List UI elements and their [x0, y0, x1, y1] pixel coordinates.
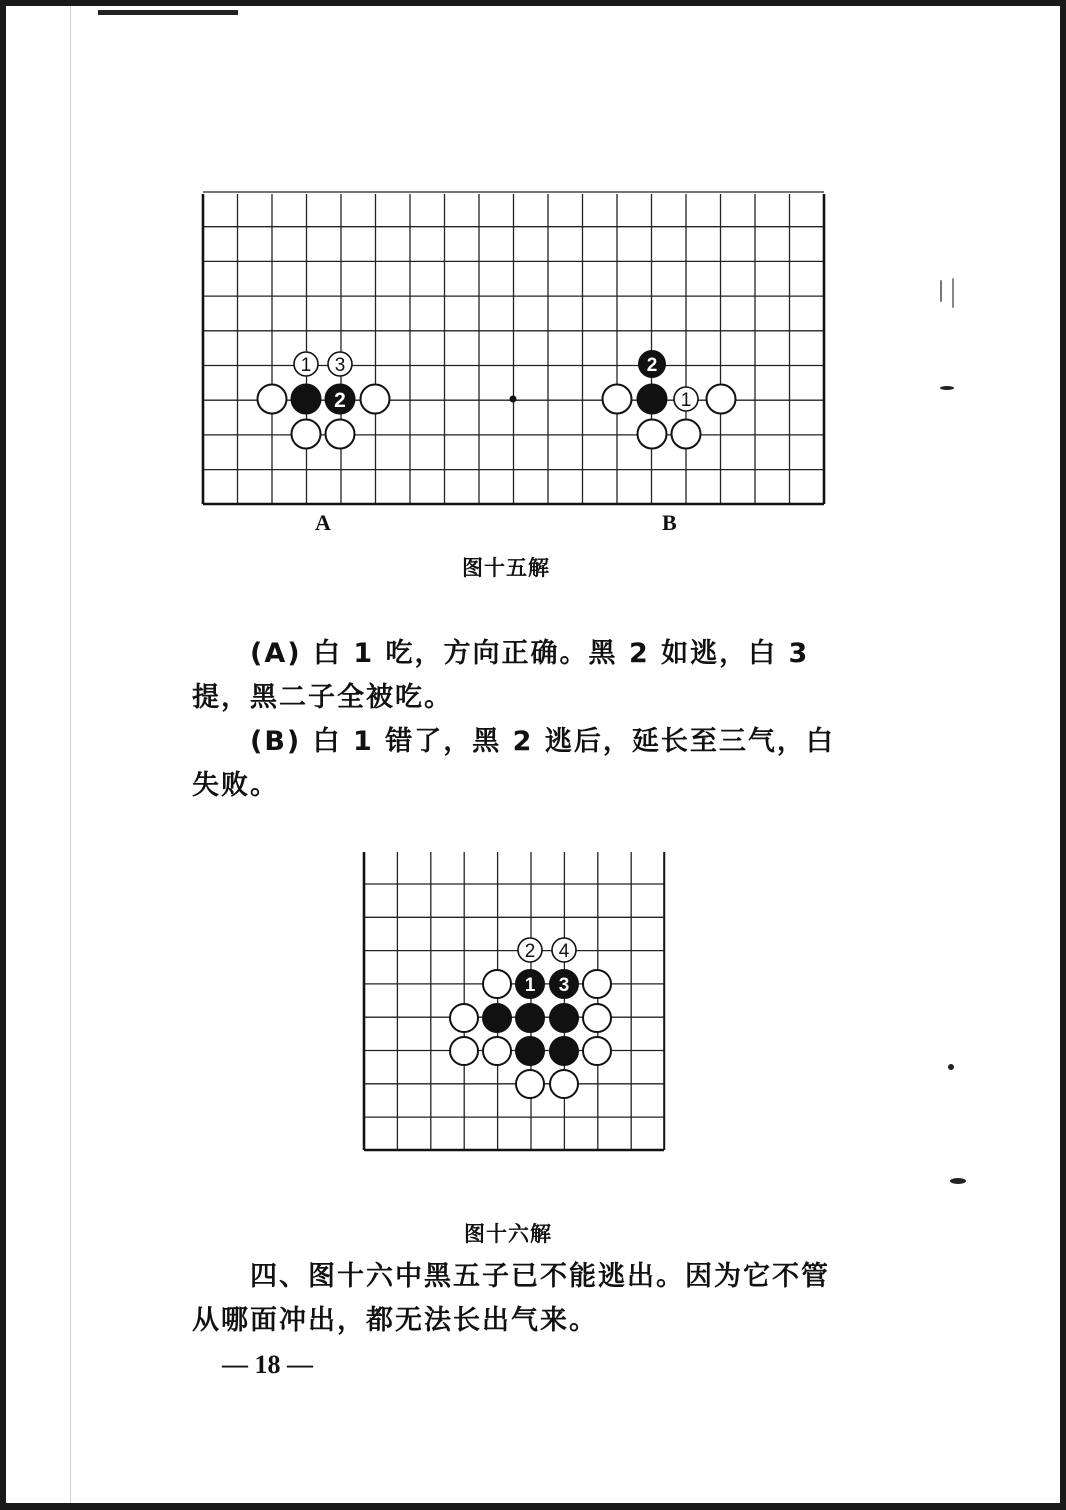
white-stone — [583, 1037, 611, 1065]
position-label-b: B — [662, 510, 677, 535]
white-stone — [361, 385, 390, 414]
frame-left — [0, 0, 6, 1510]
scan-speck — [940, 280, 942, 302]
black-stone — [550, 1004, 578, 1032]
black-stone — [483, 1004, 511, 1032]
white-stone — [516, 1070, 544, 1098]
page-edge-rule — [70, 6, 71, 1503]
figure-15-caption: 图十五解 — [462, 556, 550, 580]
paragraph-a: (A) 白 1 吃，方向正确。黑 2 如逃，白 3 提，黑二子全被吃。 — [192, 638, 810, 713]
white-stone — [603, 385, 632, 414]
white-stone — [258, 385, 287, 414]
white-stone — [450, 1004, 478, 1032]
white-stone — [550, 1070, 578, 1098]
white-stone — [672, 420, 701, 449]
white-stone — [638, 420, 667, 449]
white-stone — [483, 1037, 511, 1065]
white-stone — [583, 970, 611, 998]
white-stone — [326, 420, 355, 449]
figure-16-caption: 图十六解 — [464, 1222, 552, 1246]
black-stone — [638, 385, 667, 414]
white-stone — [707, 385, 736, 414]
white-stone — [583, 1004, 611, 1032]
star-point — [510, 396, 517, 403]
stone-number: 1 — [300, 355, 312, 376]
scan-speck — [952, 278, 954, 308]
stone-number: 3 — [334, 355, 346, 376]
stone-number: 2 — [334, 389, 346, 412]
paragraph-four: 四、图十六中黑五子已不能逃出。因为它不管从哪面冲出，都无法长出气来。 — [192, 1261, 830, 1336]
top-scan-bar — [98, 10, 238, 15]
scan-speck — [950, 1178, 966, 1184]
black-stone — [516, 1004, 544, 1032]
frame-right — [1060, 0, 1066, 1510]
scan-speck — [948, 1064, 954, 1070]
black-stone — [292, 385, 321, 414]
stone-number: 1 — [680, 390, 692, 411]
board-grid — [364, 852, 665, 1150]
position-label-a: A — [315, 510, 331, 535]
paragraph-b: (B) 白 1 错了，黑 2 逃后，延长至三气，白失败。 — [192, 726, 835, 801]
go-board-figure-16 — [356, 846, 676, 1158]
white-stone — [483, 970, 511, 998]
stone-number: 2 — [646, 355, 658, 376]
black-stone — [550, 1037, 578, 1065]
white-stone — [450, 1037, 478, 1065]
board-grid — [203, 192, 824, 504]
black-stone — [516, 1037, 544, 1065]
scan-speck — [940, 386, 954, 390]
stone-number: 2 — [524, 941, 536, 962]
white-stone — [292, 420, 321, 449]
stone-number: 4 — [558, 941, 570, 962]
go-board-figure-15 — [190, 188, 840, 518]
frame-top — [0, 0, 1066, 6]
frame-bottom — [0, 1503, 1066, 1510]
stone-number: 1 — [524, 975, 536, 996]
page-number: — 18 — — [222, 1350, 313, 1379]
stone-number: 3 — [558, 975, 570, 996]
